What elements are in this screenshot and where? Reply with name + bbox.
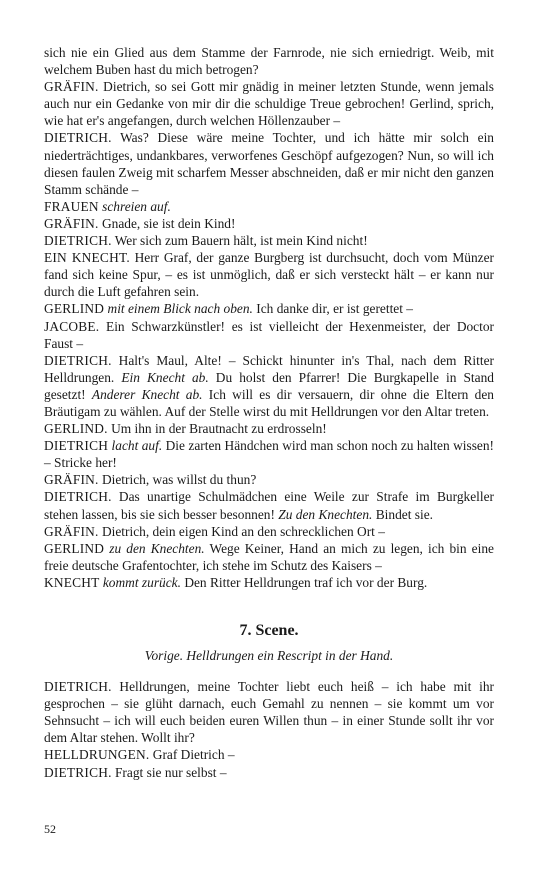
speaker-name: GRÄFIN. bbox=[44, 215, 99, 231]
dialogue-line bbox=[44, 420, 494, 437]
speaker-name: GERLIND bbox=[44, 540, 105, 556]
dialogue-line bbox=[44, 488, 494, 522]
speaker-name: DIETRICH. bbox=[44, 764, 112, 780]
line-text: Bindet sie. bbox=[372, 506, 434, 522]
dialogue-line bbox=[44, 437, 494, 471]
dialogue-line bbox=[44, 198, 494, 215]
dialogue-line bbox=[44, 764, 494, 781]
stage-direction: kommt zurück. bbox=[99, 574, 181, 590]
line-text: Ich danke dir, er ist gerettet – bbox=[252, 301, 414, 317]
line-text: Ich will es dir versauern, dir ohne die Eltern den Bräutigam zu wählen. Auf der Stelle wirst du mit Helldrungen vor den Altar treten. bbox=[44, 386, 494, 419]
dialogue-line bbox=[44, 318, 494, 352]
page-number: 52 bbox=[44, 822, 56, 836]
dialogue-line bbox=[44, 678, 494, 746]
line-text: Du holst den Pfarrer! Die Burgkapelle in Stand gesetzt! bbox=[44, 369, 494, 402]
dialogue-line bbox=[44, 471, 494, 488]
dialogue-line bbox=[44, 129, 494, 197]
dialogue-line bbox=[44, 746, 494, 763]
speaker-name: FRAUEN bbox=[44, 198, 99, 214]
dialogue-line bbox=[44, 215, 494, 232]
stage-direction: schreien auf. bbox=[98, 198, 171, 214]
line-text: Um ihn in der Brautnacht zu erdrosseln! bbox=[107, 421, 327, 437]
line-text: Herr Graf, der ganze Burgberg ist durchsucht, doch vom Münzer fand sich keine Spur, – es ist unmöglich, daß er sich versteckt hält – er kann nur durch die Luft gefahren sein. bbox=[44, 250, 494, 300]
speaker-name: DIETRICH. bbox=[44, 352, 112, 368]
stage-direction: mit einem Blick nach oben. bbox=[104, 301, 253, 317]
line-text: Dietrich, dein eigen Kind an den schrecklichen Ort – bbox=[98, 523, 385, 539]
speaker-name: HELLDRUNGEN. bbox=[44, 747, 150, 763]
stage-direction: Zu den Knechten. bbox=[278, 506, 373, 522]
line-text: Wege Keiner, Hand an mich zu legen, ich bin eine freie deutsche Grafentochter, ich stehe im Schutz des Kaisers – bbox=[44, 540, 494, 573]
scene-title: 7. Scene. bbox=[239, 622, 299, 639]
speaker-name: DIETRICH bbox=[44, 438, 109, 454]
dialogue-line bbox=[44, 249, 494, 300]
dialogue-line bbox=[44, 44, 494, 78]
dialogue-line bbox=[44, 78, 494, 129]
dialogue-line bbox=[44, 574, 494, 591]
speaker-name: GRÄFIN. bbox=[44, 79, 99, 95]
line-text: Helldrungen, meine Tochter liebt euch heiß – ich habe mit ihr gesprochen – sie glüht darnach, euch Gemahl zu nennen – sie kommt um vor Sehnsucht – ich will euch beiden euren Willen thun – in einer Stunde sollt ihr vor dem Altar stehen. Wollt ihr? bbox=[44, 679, 494, 746]
line-text: Fragt sie nur selbst – bbox=[111, 764, 227, 780]
line-text: Das unartige Schulmädchen eine Weile zur Strafe im Burgkeller stehen lassen, bis sie sich besser besonnen! bbox=[44, 489, 494, 522]
speaker-name: GRÄFIN. bbox=[44, 472, 99, 488]
speaker-name: EIN KNECHT. bbox=[44, 250, 130, 266]
line-text: Halt's Maul, Alte! – Schickt hinunter in's Thal, nach dem Ritter Helldrungen. bbox=[44, 352, 494, 385]
line-text: Dietrich, so sei Gott mir gnädig in meiner letzten Stunde, wenn jemals auch nur ein Gedanke von mir dir die schuldige Treue gebrochen! Gerlind, sprich, wie hat er's angefangen, durch welchen Höllenzauber – bbox=[44, 79, 494, 129]
line-text: Dietrich, was willst du thun? bbox=[98, 472, 257, 488]
line-text: sich nie ein Glied aus dem Stamme der Farnrode, nie sich erniedrigt. Weib, mit welchem Buben hast du mich betrogen? bbox=[44, 45, 494, 78]
dialogue-block-1 bbox=[44, 44, 494, 591]
speaker-name: KNECHT bbox=[44, 574, 100, 590]
speaker-name: GRÄFIN. bbox=[44, 523, 99, 539]
speaker-name: GERLIND bbox=[44, 301, 105, 317]
speaker-name: DIETRICH. bbox=[44, 233, 112, 249]
line-text: Graf Dietrich – bbox=[149, 747, 235, 763]
line-text: Ein Schwarzkünstler! es ist vielleicht der Hexenmeister, der Doctor Faust – bbox=[44, 318, 494, 351]
speaker-name: GERLIND. bbox=[44, 421, 108, 437]
dialogue-block-2 bbox=[44, 678, 494, 781]
scene-subtitle: Vorige. Helldrungen ein Rescript in der Hand. bbox=[144, 648, 394, 663]
speaker-name: DIETRICH. bbox=[44, 489, 112, 505]
line-text: Wer sich zum Bauern hält, ist mein Kind nicht! bbox=[111, 233, 368, 249]
speaker-name: DIETRICH. bbox=[44, 679, 112, 695]
speaker-name: DIETRICH. bbox=[44, 130, 112, 146]
line-text: Die zarten Händchen wird man schon noch zu halten wissen! – Stricke her! bbox=[44, 438, 494, 471]
page-body bbox=[44, 44, 494, 781]
dialogue-line bbox=[44, 232, 494, 249]
line-text: Gnade, sie ist dein Kind! bbox=[98, 215, 236, 231]
stage-direction: zu den Knechten. bbox=[104, 540, 205, 556]
dialogue-line bbox=[44, 523, 494, 540]
line-text: Den Ritter Helldrungen traf ich vor der Burg. bbox=[180, 574, 428, 590]
dialogue-line bbox=[44, 300, 494, 317]
dialogue-line bbox=[44, 540, 494, 574]
stage-direction: Ein Knecht ab. bbox=[121, 369, 209, 385]
dialogue-line bbox=[44, 352, 494, 420]
line-text: Was? Diese wäre meine Tochter, und ich hätte mir solch ein niederträchtiges, undankbares, verworfenes Geschöpf aufgezogen? Nun, so will ich diesen faulen Zweig mit scharfem Messer abschneiden, daß er mir nicht den ganzen Stamm schände – bbox=[44, 130, 494, 197]
stage-direction: Anderer Knecht ab. bbox=[91, 386, 203, 402]
speaker-name: JACOBE. bbox=[44, 318, 100, 334]
stage-direction: lacht auf. bbox=[108, 438, 163, 454]
